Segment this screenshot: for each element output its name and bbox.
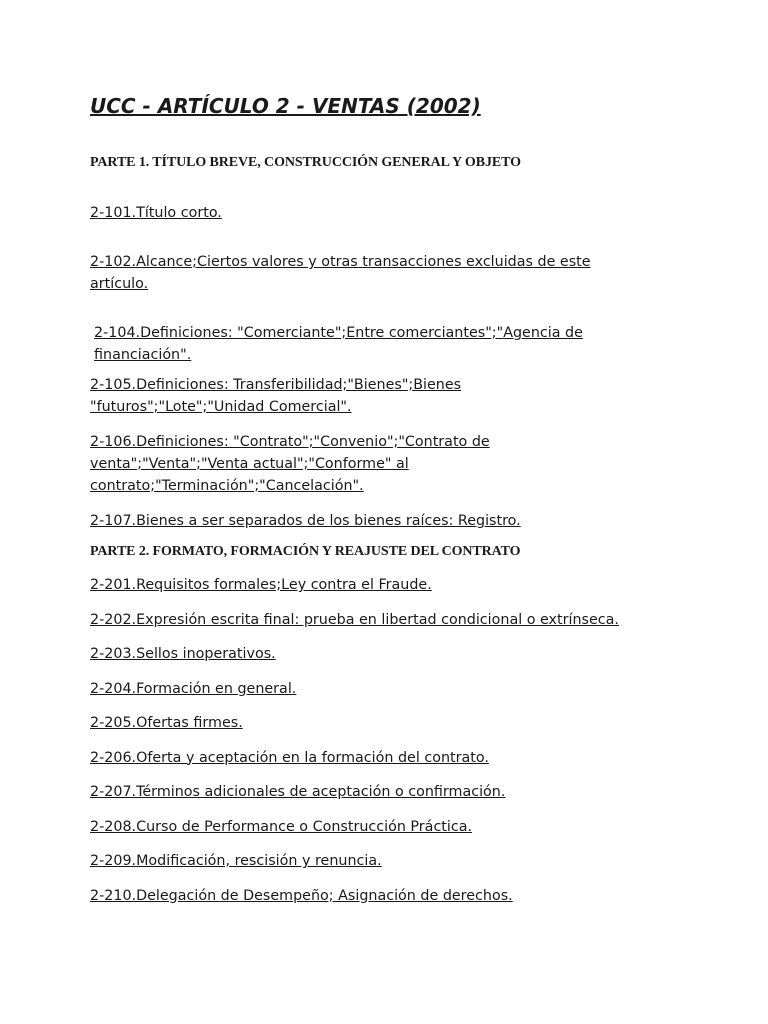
document-page bbox=[90, 92, 690, 907]
section-link-2-106[interactable] bbox=[90, 431, 530, 497]
section-link-2-204[interactable] bbox=[90, 678, 690, 700]
section-link-2-205[interactable] bbox=[90, 712, 690, 734]
section-link-2-105-text[interactable]: 2-105.Definiciones: Transferibilidad;"Bienes";Bienes "futuros";"Lote";"Unidad Comercial". bbox=[90, 377, 462, 415]
section-link-2-105[interactable] bbox=[90, 374, 510, 418]
section-link-2-107-text[interactable]: 2-107.Bienes a ser separados de los bienes raíces: Registro. bbox=[90, 513, 521, 529]
section-link-2-208-text[interactable]: 2-208.Curso de Performance o Construcción Práctica. bbox=[90, 818, 473, 835]
section-link-2-203[interactable] bbox=[90, 643, 690, 665]
section-link-2-101-text[interactable]: 2-101.Título corto. bbox=[90, 205, 222, 221]
section-link-2-202-text[interactable]: 2-202.Expresión escrita final: prueba en libertad condicional o extrínseca. bbox=[90, 611, 619, 628]
section-link-2-202[interactable] bbox=[90, 609, 690, 631]
section-link-2-209[interactable] bbox=[90, 850, 690, 872]
section-link-2-206-text[interactable]: 2-206.Oferta y aceptación en la formación del contrato. bbox=[90, 749, 489, 766]
section-link-2-209-text[interactable]: 2-209.Modificación, rescisión y renuncia. bbox=[90, 853, 382, 869]
section-link-2-102-text[interactable]: 2-102.Alcance;Ciertos valores y otras transacciones excluidas de este artículo. bbox=[90, 254, 591, 292]
part-1-heading: PARTE 1. TÍTULO BREVE, CONSTRUCCIÓN GENERAL Y OBJETO bbox=[90, 155, 521, 170]
part-2-heading: PARTE 2. FORMATO, FORMACIÓN Y REAJUSTE DEL CONTRATO bbox=[90, 544, 521, 559]
section-link-2-201[interactable] bbox=[90, 574, 690, 596]
section-link-2-107[interactable] bbox=[90, 510, 690, 532]
section-link-2-102[interactable] bbox=[90, 251, 650, 295]
section-link-2-204-text[interactable]: 2-204.Formación en general. bbox=[90, 680, 297, 697]
section-link-2-208[interactable] bbox=[90, 816, 690, 838]
section-link-2-210[interactable] bbox=[90, 885, 690, 907]
document-title: UCC - ARTÍCULO 2 - VENTAS (2002) bbox=[90, 94, 481, 118]
section-link-2-106-text[interactable]: 2-106.Definiciones: "Contrato";"Convenio";"Contrato de venta";"Venta";"Venta actual";"Conforme" al contrato;"Terminación";"Cancelación". bbox=[90, 434, 490, 494]
section-link-2-206[interactable] bbox=[90, 747, 690, 769]
section-link-2-205-text[interactable]: 2-205.Ofertas firmes. bbox=[90, 715, 243, 731]
section-link-2-104[interactable] bbox=[90, 322, 654, 366]
section-link-2-207-text[interactable]: 2-207.Términos adicionales de aceptación o confirmación. bbox=[90, 784, 506, 800]
section-link-2-207[interactable] bbox=[90, 781, 690, 803]
section-link-2-201-text[interactable]: 2-201.Requisitos formales;Ley contra el Fraude. bbox=[90, 577, 432, 593]
section-link-2-101[interactable] bbox=[90, 202, 690, 224]
section-link-2-203-text[interactable]: 2-203.Sellos inoperativos. bbox=[90, 646, 276, 662]
section-link-2-104-text[interactable]: 2-104.Definiciones: "Comerciante";Entre comerciantes";"Agencia de financiación". bbox=[94, 325, 583, 363]
section-link-2-210-text[interactable]: 2-210.Delegación de Desempeño; Asignación de derechos. bbox=[90, 887, 513, 904]
